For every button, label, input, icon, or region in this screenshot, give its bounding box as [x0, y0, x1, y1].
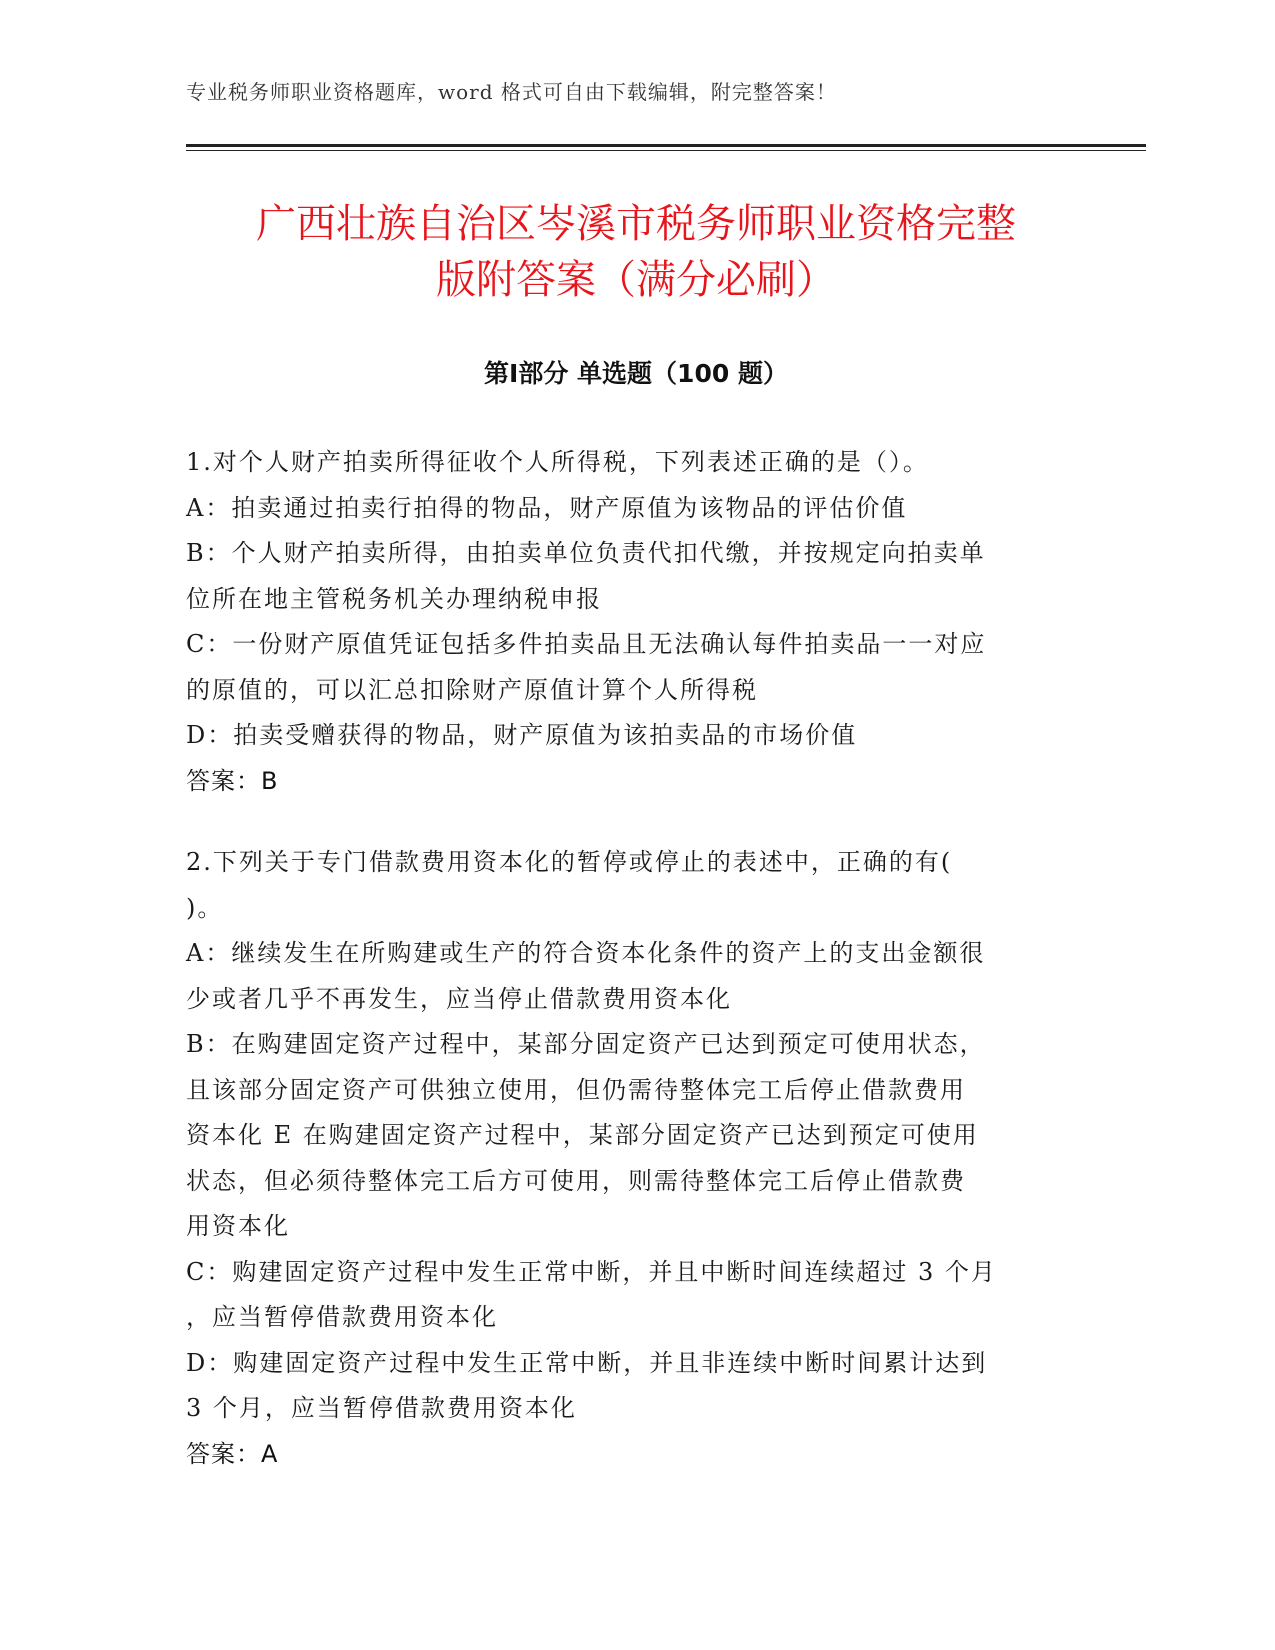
section-title: 第Ⅰ部分 单选题（100 题） — [484, 359, 788, 388]
question-1-stem: 1.对个人财产拍卖所得征收个人所得税，下列表述正确的是（）。 — [186, 448, 929, 476]
question-2 — [186, 840, 1086, 1477]
header-note: 专业税务师职业资格题库，word 格式可自由下载编辑，附完整答案！ — [186, 80, 837, 104]
question-list — [186, 440, 1086, 1513]
question-2-option-a: A：继续发生在所购建或生产的符合资本化条件的资产上的支出金额很 — [186, 939, 986, 967]
question-1 — [186, 440, 1086, 804]
question-2-answer: 答案：A — [186, 1439, 279, 1468]
question-2-option-d: D：购建固定资产过程中发生正常中断，并且非连续中断时间累计达到 — [186, 1348, 988, 1377]
question-2-option-b-cont-3: 状态，但必须待整体完工后方可使用，则需待整体完工后停止借款费 — [186, 1166, 966, 1195]
question-1-option-b-cont: 位所在地主管税务机关办理纳税申报 — [186, 584, 602, 613]
question-1-option-c: C：一份财产原值凭证包括多件拍卖品且无法确认每件拍卖品一一对应 — [186, 630, 987, 658]
question-2-option-a-cont: 少或者几乎不再发生，应当停止借款费用资本化 — [186, 984, 732, 1013]
question-2-option-b-cont-2: 资本化 E 在购建固定资产过程中，某部分固定资产已达到预定可使用 — [186, 1121, 979, 1149]
question-1-answer: 答案：B — [186, 766, 279, 795]
question-1-option-c-cont: 的原值的，可以汇总扣除财产原值计算个人所得税 — [186, 675, 758, 704]
question-2-option-d-cont: 3 个月，应当暂停借款费用资本化 — [186, 1394, 577, 1422]
question-1-option-a: A：拍卖通过拍卖行拍得的物品，财产原值为该物品的评估价值 — [186, 493, 908, 522]
document-title-line-2: 版附答案（满分必刷） — [436, 257, 836, 303]
question-2-option-b-cont-4: 用资本化 — [186, 1212, 290, 1240]
document-title — [186, 196, 1086, 308]
question-2-stem-cont: )。 — [186, 893, 224, 922]
question-2-option-b: B：在购建固定资产过程中，某部分固定资产已达到预定可使用状态， — [186, 1030, 986, 1058]
header-rule-thin — [186, 150, 1146, 151]
question-1-option-b: B：个人财产拍卖所得，由拍卖单位负责代扣代缴，并按规定向拍卖单 — [186, 539, 986, 567]
document-title-line-1: 广西壮族自治区岑溪市税务师职业资格完整 — [256, 201, 1016, 247]
question-2-stem: 2.下列关于专门借款费用资本化的暂停或停止的表述中，正确的有( — [186, 848, 953, 876]
question-2-option-c-cont: ，应当暂停借款费用资本化 — [186, 1303, 498, 1331]
question-1-option-d: D：拍卖受赠获得的物品，财产原值为该拍卖品的市场价值 — [186, 721, 858, 749]
question-2-option-b-cont-1: 且该部分固定资产可供独立使用，但仍需待整体完工后停止借款费用 — [186, 1075, 966, 1104]
question-2-option-c: C：购建固定资产过程中发生正常中断，并且中断时间连续超过 3 个月 — [186, 1257, 997, 1286]
header-rule-thick — [186, 144, 1146, 147]
